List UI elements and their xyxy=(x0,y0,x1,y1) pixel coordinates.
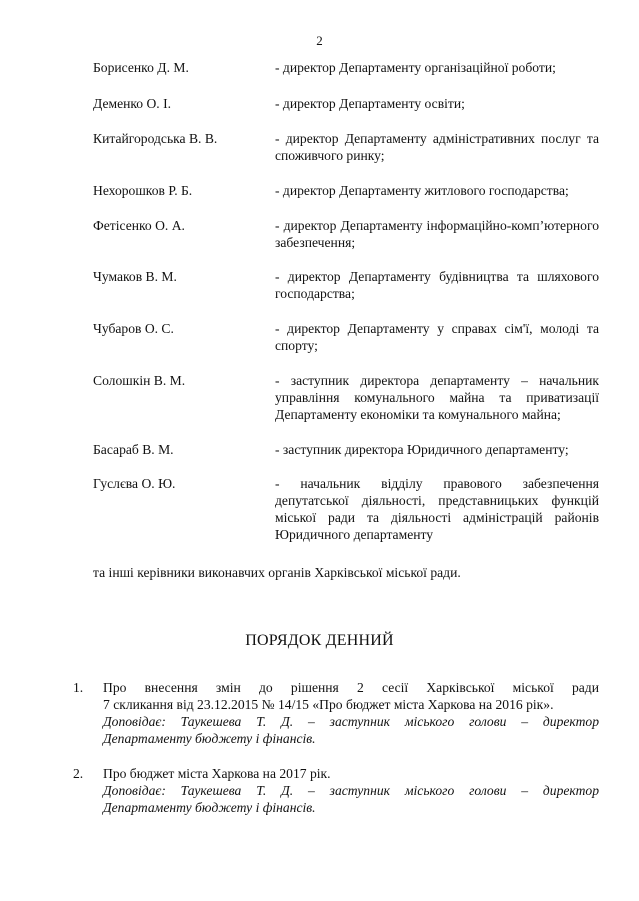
attendee-role: - директор Департаменту у справах сім'ї, молоді та спорту; xyxy=(275,321,599,353)
attendee-role: - заступник директора департаменту – начальник управління комунального майна та приватизації Департаменту економіки та комунального майна; xyxy=(275,373,599,422)
agenda-item-text: 7 скликання від 23.12.2015 № 14/15 «Про бюджет міста Харкова на 2016 рік». xyxy=(103,697,554,712)
attendee-name: Нехорошков Р. Б. xyxy=(93,183,193,198)
attendee-name: Борисенко Д. М. xyxy=(93,60,189,75)
agenda-item-speaker: Доповідає: Таукешева Т. Д. – заступник міського голови – директор xyxy=(103,714,599,729)
agenda-item-speaker: Департаменту бюджету і фінансів. xyxy=(103,800,316,815)
page-number: 2 xyxy=(316,33,323,48)
attendee-role: - директор Департаменту адміністративних послуг та споживчого ринку; xyxy=(275,131,599,163)
attendee-name: Гуслєва О. Ю. xyxy=(93,476,176,491)
attendee-role: - заступник директора Юридичного департаменту; xyxy=(275,442,569,457)
agenda-item-speaker: Доповідає: Таукешева Т. Д. – заступник міського голови – директор xyxy=(103,783,599,798)
agenda-title: ПОРЯДОК ДЕННИЙ xyxy=(245,632,394,649)
attendee-name: Чубаров О. С. xyxy=(93,321,174,336)
attendee-name: Солошкін В. М. xyxy=(93,373,186,388)
agenda-item-text: Про бюджет міста Харкова на 2017 рік. xyxy=(103,766,331,781)
attendee-role: - директор Департаменту житлового господарства; xyxy=(275,183,569,198)
agenda-item-number: 1. xyxy=(73,680,84,695)
attendee-role: - начальник відділу правового забезпечення депутатської діяльності, представницьких функцій міської ради та діяльності адміністрацій районів Юридичного департаменту xyxy=(275,476,599,542)
attendee-name: Фетісенко О. А. xyxy=(93,218,185,233)
closing-line: та інші керівники виконавчих органів Харківської міської ради. xyxy=(93,565,461,580)
agenda-item-body xyxy=(103,679,599,747)
attendee-role: - директор Департаменту організаційної роботи; xyxy=(275,60,556,75)
attendee-name: Китайгородська В. В. xyxy=(93,131,218,146)
attendee-name: Деменко О. І. xyxy=(93,96,172,111)
attendee-role: - директор Департаменту освіти; xyxy=(275,96,465,111)
attendee-role: - директор Департаменту інформаційно-комп’ютерного забезпечення; xyxy=(275,218,599,250)
attendee-name: Чумаков В. М. xyxy=(93,269,177,284)
agenda-item-number: 2. xyxy=(73,766,84,781)
attendee-role: - директор Департаменту будівництва та шляхового господарства; xyxy=(275,269,599,301)
attendee-name: Басараб В. М. xyxy=(93,442,174,457)
agenda-item-speaker: Департаменту бюджету і фінансів. xyxy=(103,731,316,746)
agenda-item-text: Про внесення змін до рішення 2 сесії Харківської міської ради xyxy=(103,680,599,695)
agenda-item-body xyxy=(103,765,599,816)
